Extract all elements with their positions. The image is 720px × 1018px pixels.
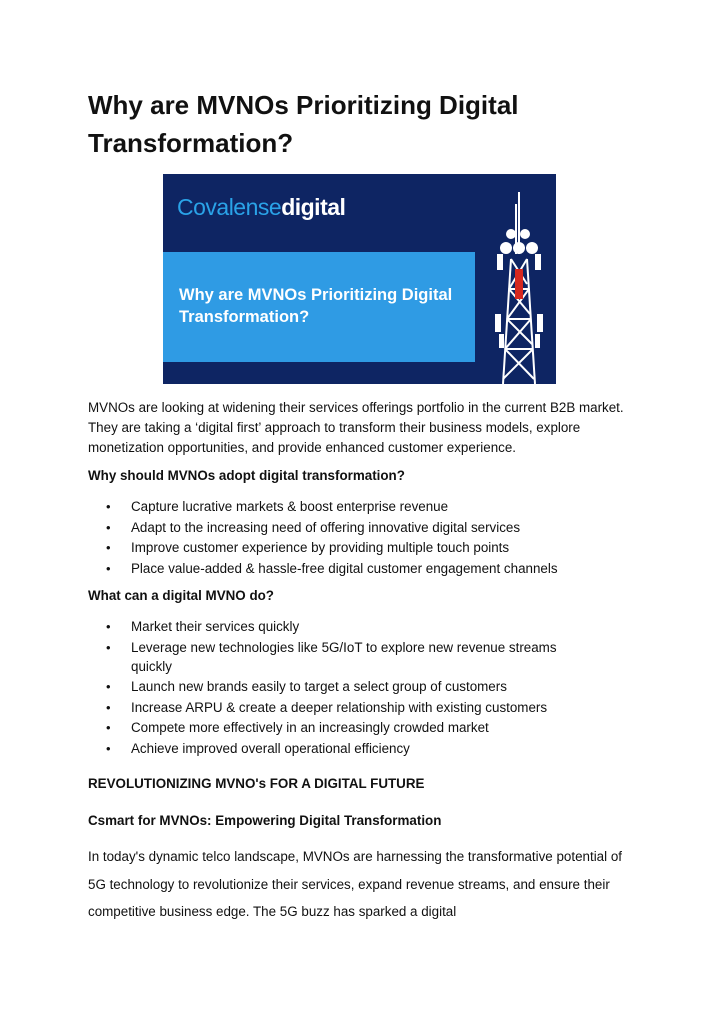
- list-item: • Launch new brands easily to target a select group of customers: [88, 677, 636, 696]
- section1-heading: Why should MVNOs adopt digital transformation?: [88, 468, 405, 483]
- closing-paragraph: In today's dynamic telco landscape, MVNOs are harnessing the transformative potential of 5G technology to revolutionize their services, expand revenue streams, and ensure their competitive business edge. The 5G buzz has sparked a digital: [88, 849, 622, 919]
- brand-suffix: digital: [281, 194, 346, 220]
- section2-list: [88, 617, 636, 759]
- list-item: • Improve customer experience by providing multiple touch points: [88, 538, 636, 557]
- list-item: • Leverage new technologies like 5G/IoT to explore new revenue streams quickly: [88, 638, 636, 676]
- intro-paragraph: MVNOs are looking at widening their services offerings portfolio in the current B2B market. They are taking a ‘digital first’ approach to transform their business models, explore monetization opportunities, and provide enhanced customer experience.: [88, 400, 624, 455]
- list-item: • Capture lucrative markets & boost enterprise revenue: [88, 497, 636, 516]
- list-item: • Achieve improved overall operational efficiency: [88, 739, 636, 758]
- banner-headline: Why are MVNOs Prioritizing Digital Transformation?: [179, 286, 453, 326]
- cell-tower-icon: [481, 174, 556, 384]
- banner-headline-band: [163, 252, 475, 362]
- section4-heading: Csmart for MVNOs: Empowering Digital Transformation: [88, 813, 442, 828]
- section3-heading: REVOLUTIONIZING MVNO's FOR A DIGITAL FUTURE: [88, 776, 425, 791]
- brand-logo: [177, 194, 345, 221]
- page-title: Why are MVNOs Prioritizing Digital Transformation?: [88, 90, 519, 158]
- list-item: • Adapt to the increasing need of offering innovative digital services: [88, 518, 636, 537]
- list-item: • Market their services quickly: [88, 617, 636, 636]
- section2-heading: What can a digital MVNO do?: [88, 588, 274, 603]
- hero-banner: [163, 174, 556, 384]
- list-item: • Place value-added & hassle-free digital customer engagement channels: [88, 559, 636, 578]
- list-item: • Compete more effectively in an increasingly crowded market: [88, 718, 636, 737]
- section1-list: [88, 497, 636, 579]
- brand-prefix: Covalense: [177, 194, 282, 220]
- list-item: • Increase ARPU & create a deeper relationship with existing customers: [88, 698, 636, 717]
